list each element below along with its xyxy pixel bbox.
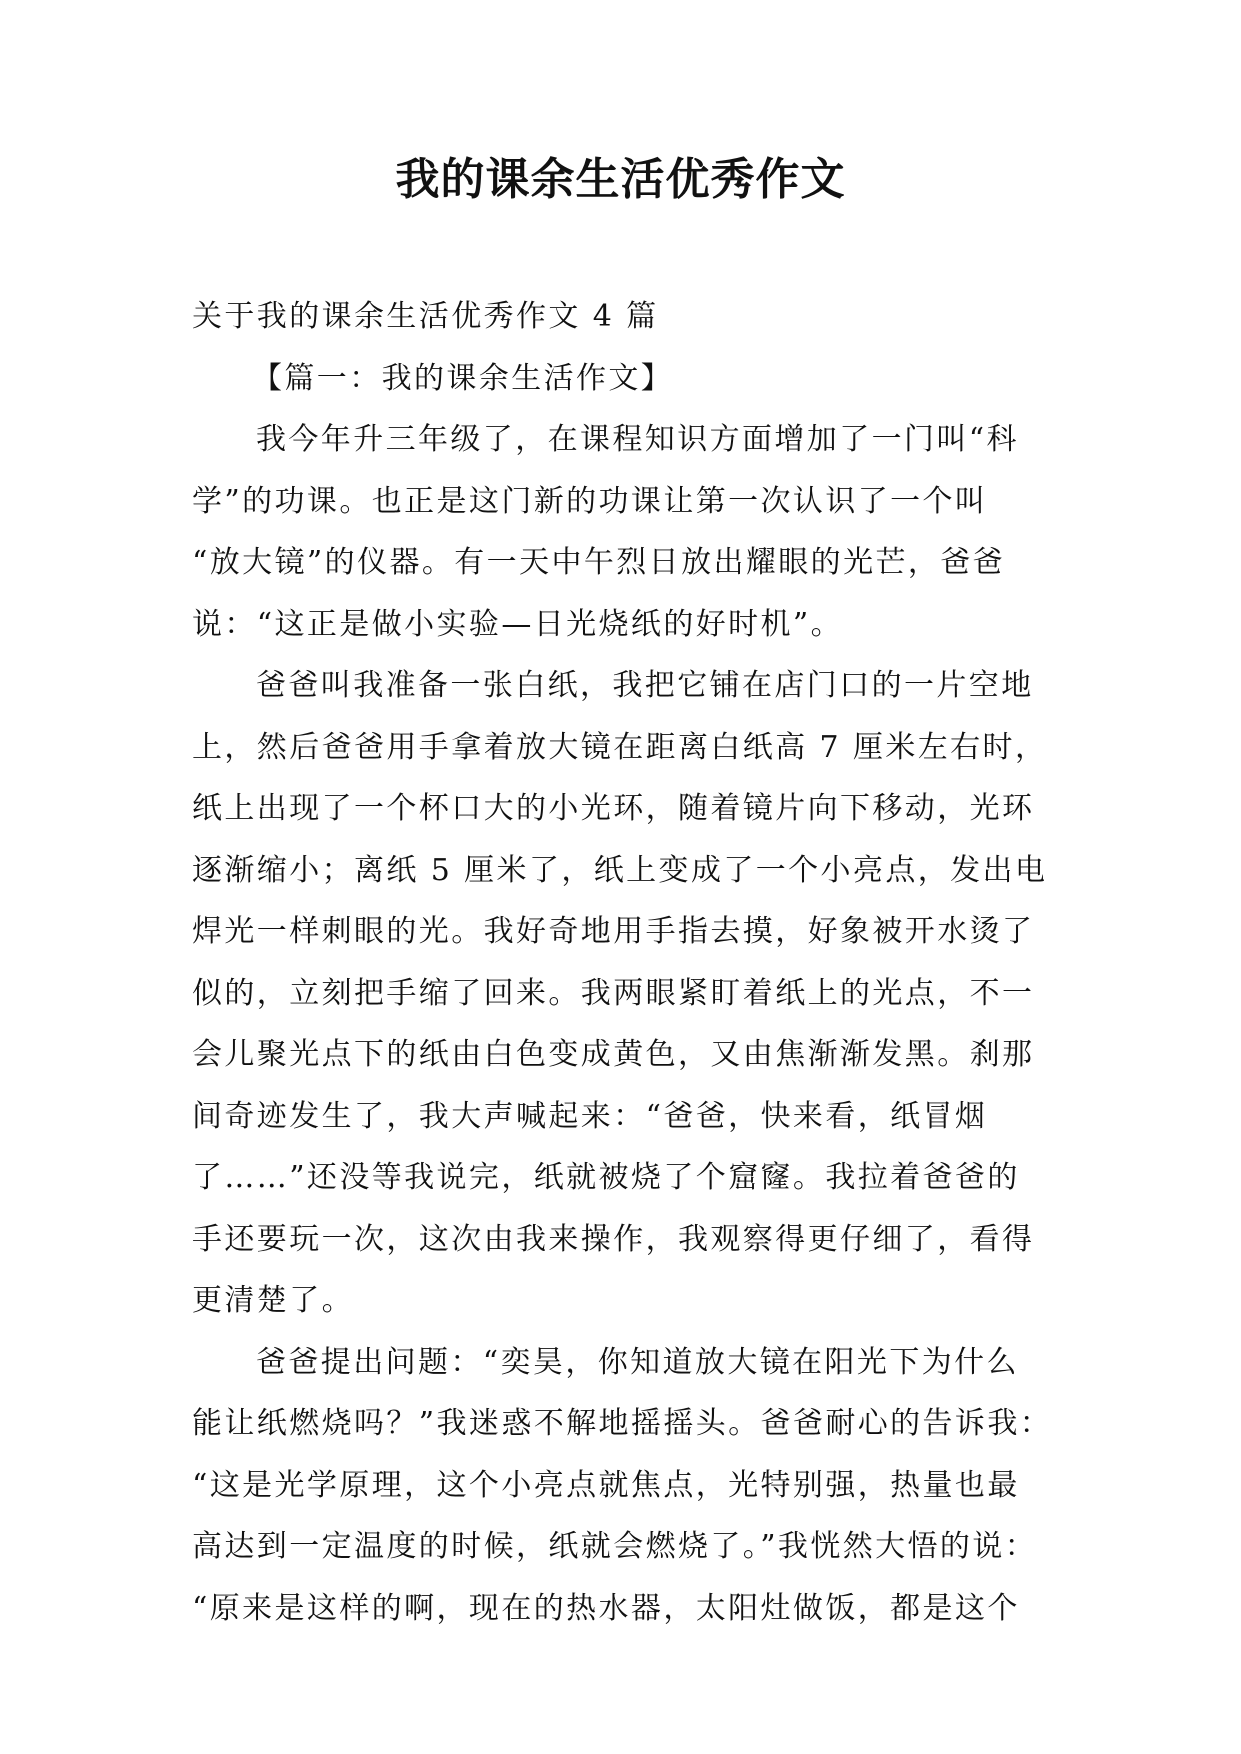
paragraph-line: 能让纸燃烧吗？”我迷惑不解地摇摇头。爸爸耐心的告诉我： <box>192 1406 1053 1441</box>
paragraph-line: 手还要玩一次，这次由我来操作，我观察得更仔细了，看得 <box>192 1221 1035 1257</box>
paragraph-line: 说：“这正是做小实验—日光烧纸的好时机”。 <box>192 606 844 642</box>
paragraph-line: 似的，立刻把手缩了回来。我两眼紧盯着纸上的光点，不一 <box>192 975 1035 1011</box>
paragraph-line: 焊光一样刺眼的光。我好奇地用手指去摸，好象被开水烫了 <box>192 914 1035 949</box>
paragraph-line: 更清楚了。 <box>192 1283 354 1318</box>
paragraph-line: 高达到一定温度的时候，纸就会燃烧了。”我恍然大悟的说： <box>192 1529 1038 1564</box>
paragraph-line: 学”的功课。也正是这门新的功课让第一次认识了一个叫 <box>192 483 988 519</box>
paragraph-line: 我今年升三年级了，在课程知识方面增加了一门叫“科 <box>256 422 1019 457</box>
document-subtitle: 关于我的课余生活优秀作文 4 篇 <box>192 299 659 334</box>
paragraph-line: 爸爸提出问题：“奕昊，你知道放大镜在阳光下为什么 <box>256 1344 1019 1380</box>
paragraph-line: 爸爸叫我准备一张白纸，我把它铺在店门口的一片空地 <box>256 668 1034 703</box>
paragraph-line: 上，然后爸爸用手拿着放大镜在距离白纸高 7 厘米左右时， <box>192 729 1048 765</box>
section-heading: 【篇一：我的课余生活作文】 <box>252 360 674 396</box>
paragraph-line: 会儿聚光点下的纸由白色变成黄色，又由焦渐渐发黑。刹那 <box>192 1037 1035 1072</box>
paragraph-line: 了……”还没等我说完，纸就被烧了个窟窿。我拉着爸爸的 <box>192 1160 1020 1195</box>
document-title: 我的课余生活优秀作文 <box>395 154 846 205</box>
paragraph-line: 间奇迹发生了，我大声喊起来：“爸爸，快来看，纸冒烟 <box>192 1098 988 1134</box>
paragraph-line: “放大镜”的仪器。有一天中午烈日放出耀眼的光芒，爸爸 <box>192 545 1006 580</box>
paragraph-line: “原来是这样的啊，现在的热水器，太阳灶做饭，都是这个 <box>192 1590 1020 1626</box>
paragraph-line: 逐渐缩小；离纸 5 厘米了，纸上变成了一个小亮点，发出电 <box>192 852 1048 888</box>
document-body <box>192 286 1072 1639</box>
paragraph-line: 纸上出现了一个杯口大的小光环，随着镜片向下移动，光环 <box>192 791 1035 826</box>
paragraph-line: “这是光学原理，这个小亮点就焦点，光特别强，热量也最 <box>192 1467 1020 1503</box>
